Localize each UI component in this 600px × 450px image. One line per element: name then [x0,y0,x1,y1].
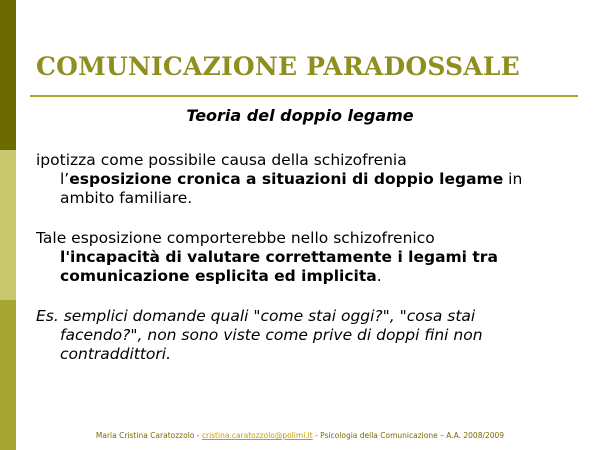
side-bar-middle [0,150,16,300]
paragraph-continuation [36,248,576,286]
text: l’ [60,170,70,188]
footer-course: - Psicologia della Comunicazione – A.A. 2008/2009 [312,431,505,440]
paragraph-consequence [36,229,576,286]
title-divider [30,95,578,97]
paragraph-line: ipotizza come possibile causa della schizofrenia [36,151,407,169]
text: . [376,267,382,285]
slide-title: COMUNICAZIONE PARADOSSALE [36,52,520,81]
paragraph-definition [36,151,576,208]
paragraph-line: Tale esposizione comporterebbe nello schizofrenico [36,229,435,247]
emphasis-text: l'incapacità di valutare correttamente i legami tra comunicazione esplicita ed implicita [60,248,498,285]
footer-email-link[interactable]: cristina.caratozzolo@polimi.it [201,431,313,440]
paragraph-continuation: facendo?", non sono viste come prive di doppi fini non contraddittori. [60,326,483,363]
slide-footer [0,431,600,440]
side-bar-top [0,0,16,150]
text: in ambito familiare. [60,170,523,207]
footer-author: Maria Cristina Caratozzolo [95,431,195,440]
slide-subtitle: Teoria del doppio legame [186,106,414,125]
paragraph-line: Es. semplici domande quali "come stai oggi?", "cosa stai [36,307,476,325]
emphasis-text: esposizione cronica a situazioni di doppio legame [69,170,504,188]
side-bar-bottom [0,300,16,450]
footer-separator: - [194,431,202,440]
paragraph-continuation [36,170,576,208]
paragraph-example [36,307,576,364]
